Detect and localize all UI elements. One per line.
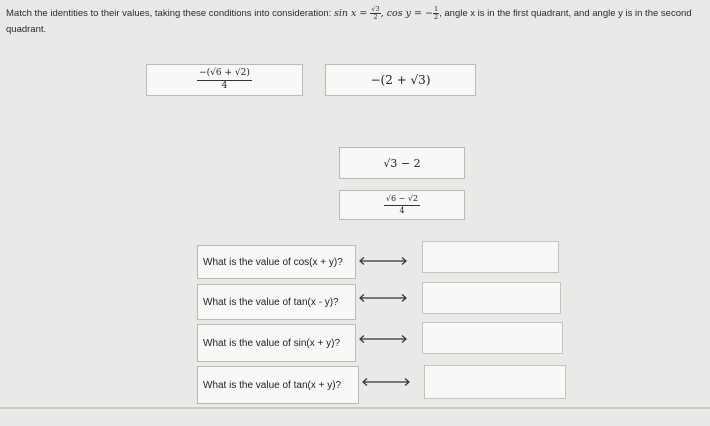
instructions	[6, 6, 706, 38]
question-sin-x-plus-y	[197, 324, 356, 362]
divider	[0, 407, 710, 409]
answer-tile-4[interactable]	[339, 190, 465, 220]
question-label-2: What is the value of tan(x - y)?	[203, 296, 339, 308]
answer-fraction-1: $\frac{-(√6 + √2)}{4}$	[199, 68, 250, 91]
cos-fraction: $\frac{1}{2}$	[433, 5, 439, 21]
answer-text-2: −(2 + √3)	[370, 73, 431, 87]
answer-tile-3[interactable]	[339, 147, 465, 179]
sin-fraction: $\frac{√3}{2}$	[371, 5, 380, 21]
question-label-4: What is the value of tan(x + y)?	[203, 379, 342, 391]
instructions-tail: , angle x is in the first quadrant, and angle y is in the second quadrant.	[6, 8, 692, 36]
answer-tile-2[interactable]	[325, 64, 476, 96]
double-arrow-icon	[358, 334, 408, 344]
question-label-3: What is the value of sin(x + y)?	[203, 337, 341, 349]
question-tan-x-minus-y	[197, 284, 356, 320]
question-label-1: What is the value of cos(x + y)?	[203, 256, 343, 268]
drop-target-cos-x-plus-y[interactable]	[422, 241, 559, 273]
answer-tile-1[interactable]	[146, 64, 303, 96]
cos-condition: , cos y = −	[380, 8, 433, 20]
question-cos-x-plus-y	[197, 245, 356, 279]
double-arrow-icon	[358, 256, 408, 266]
answer-fraction-4: $\frac{√6 - √2}{4}$	[385, 194, 419, 215]
drop-target-tan-x-plus-y[interactable]	[424, 365, 566, 399]
question-tan-x-plus-y	[197, 366, 359, 404]
drop-target-tan-x-minus-y[interactable]	[422, 282, 561, 314]
sin-condition: sin x =	[333, 8, 371, 20]
answer-text-3: √3 − 2	[383, 156, 421, 170]
drop-target-sin-x-plus-y[interactable]	[422, 322, 563, 354]
instructions-text: Match the identities to their values, taking these conditions into consideration:	[6, 8, 332, 20]
double-arrow-icon	[358, 293, 408, 303]
double-arrow-icon	[361, 377, 411, 387]
